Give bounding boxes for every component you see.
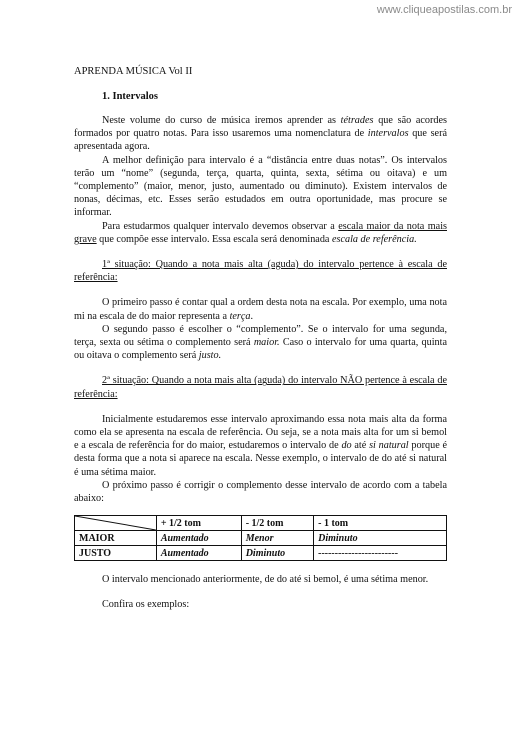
table-row [75,546,447,561]
table-cell: ------------------------ [314,546,447,561]
table-header: + 1/2 tom [156,516,241,531]
table-row [75,531,447,546]
paragraph-second-step: O segundo passo é escolher o “complemento”. Se o intervalo for uma segunda, terça, sexta ou sétima o complemento será maior. Caso o intervalo for uma quarta, quinta ou oitava o complemento será justo. [74,323,447,362]
situation-1-heading: 1ª situação: Quando a nota mais alta (aguda) do intervalo pertence à escala de referência: [74,259,447,284]
table-cell: Diminuto [314,531,447,546]
table-cell: Menor [241,531,313,546]
document-body [74,62,447,612]
paragraph-examples: Confira os exemplos: [102,599,190,611]
document-title: APRENDA MÚSICA Vol II [74,66,193,77]
table-cell: Diminuto [241,546,313,561]
table-row-label: MAIOR [75,531,157,546]
table-cell: Aumentado [156,546,241,561]
paragraph-approximation: Inicialmente estudaremos esse intervalo aproximando essa nota mais alta da forma como ela se apresenta na escala de referência. Ou seja, se a nota mais alta for um si bemol e a escala de referência for do maior, estudaremos o intervalo de do até si natural porque é desta forma que a nota si aparece na escala. Nesse exemplo, o intervalo de do até si natural é uma sétima maior. [74,413,448,478]
situation-2-heading: 2ª situação: Quando a nota mais alta (aguda) do intervalo NÃO pertence à escala de referência: [74,375,447,400]
table-corner-cell [75,516,157,531]
intervals-table [74,515,447,561]
paragraph-reference-scale: Para estudarmos qualquer intervalo devemos observar a escala maior da nota mais grave que compõe esse intervalo. Essa escala será denominada escala de referência. [74,220,447,245]
table-header-row [75,516,447,531]
watermark-url: www.cliqueapostilas.com.br [376,4,512,16]
table-row-label: JUSTO [75,546,157,561]
section-heading: 1. Intervalos [102,91,158,102]
paragraph-first-step: O primeiro passo é contar qual a ordem desta nota na escala. Por exemplo, uma nota mi na escala de do maior representa a terça. [74,297,447,322]
paragraph-next-step: O próximo passo é corrigir o complemento desse intervalo de acordo com a tabela abaixo: [74,479,447,505]
paragraph-intro: Neste volume do curso de música iremos aprender as tétrades que são acordes formados por quatro notas. Para isso usaremos uma nomenclatura de intervalos que será apresentada agora. [74,115,447,153]
table-cell: Aumentado [156,531,241,546]
paragraph-definition: A melhor definição para intervalo é a “distância entre duas notas”. Os intervalos terão um “nome” (segunda, terça, quarta, quinta, sexta, sétima ou oitava) e um “complemento” (maior, menor, justo, aumentado ou diminuto). Existem intervalos de nonas, décimas, etc. Esses serão estudados em outra oportunidade, mas procure se informar. [74,154,447,219]
paragraph-conclusion: O intervalo mencionado anteriormente, de do até si bemol, é uma sétima menor. [102,574,429,586]
table-header: - 1 tom [314,516,447,531]
diagonal-line-icon [75,516,156,530]
table-header: - 1/2 tom [241,516,313,531]
